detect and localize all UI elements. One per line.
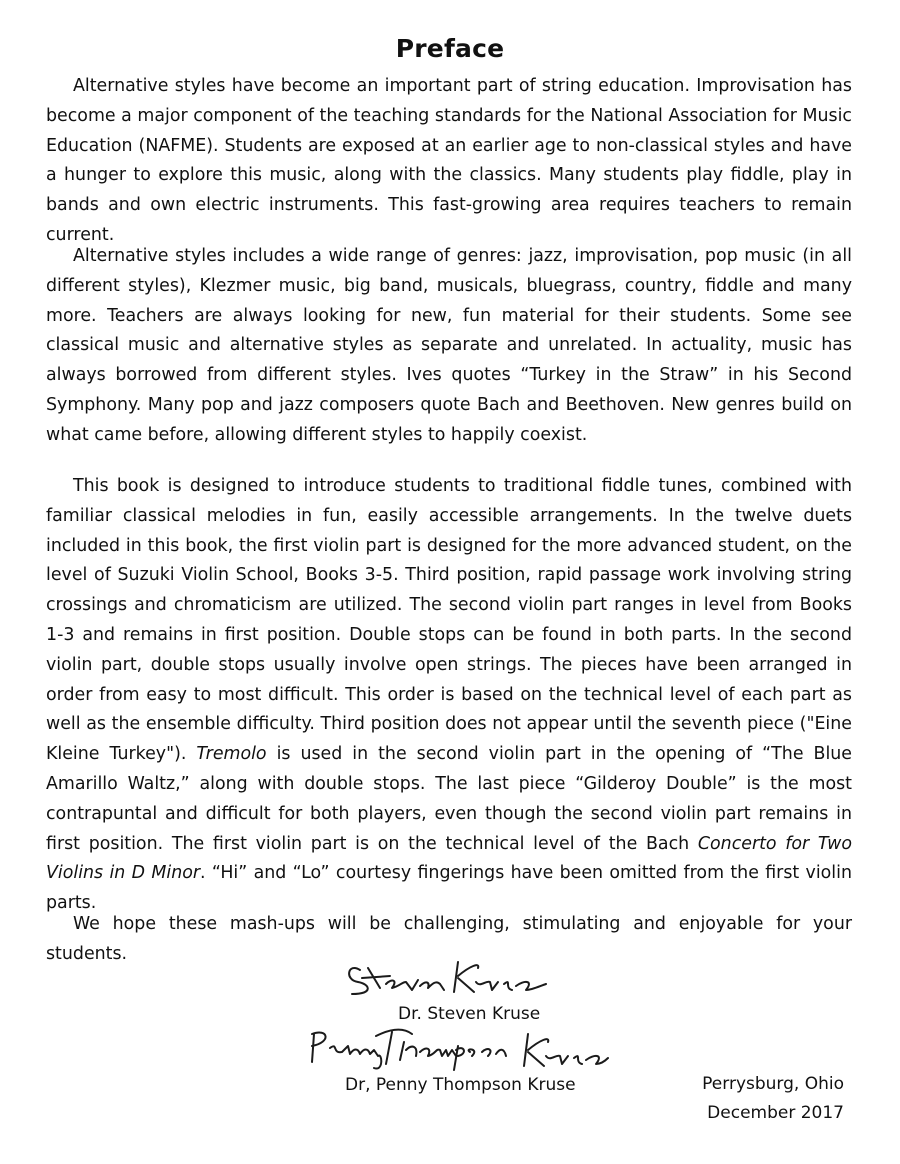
paragraph-4: We hope these mash-ups will be challenging, stimulating and enjoyable for your students.	[46, 914, 852, 964]
preface-date: December 2017	[707, 1103, 844, 1123]
paragraph-3-part-a: This book is designed to introduce students to traditional fiddle tunes, combined with familiar classical melodies in fun, easily accessible arrangements. In the twelve duets included in this book, the first violin part is designed for the more advanced student, on the level of Suzuki Violin School, Books 3-5. Third position, rapid passage work involving string crossings and chromaticism are utilized. The second violin part ranges in level from Books 1-3 and remains in first position. Double stops can be found in both parts. In the second violin part, double stops usually involve open strings. The pieces have been arranged in order from easy to most difficult. This order is based on the technical level of each part as well as the ensemble difficulty. Third position does not appear until the seventh piece ("Eine Kleine Turkey").	[46, 476, 852, 765]
paragraph-3	[46, 472, 852, 919]
penny-thompson-kruse-name: Dr, Penny Thompson Kruse	[345, 1075, 576, 1095]
paragraph-3-part-b: is used in the second violin part in the opening of “The Blue Amarillo Waltz,” along with double stops. The last piece “Gilderoy Double” is the most contrapuntal and difficult for both players, even though the second violin part remains in first position. The first violin part is on the technical level of the Bach	[46, 744, 852, 854]
location-date-block	[702, 1070, 844, 1128]
concerto-title: Concerto for Two Violins in D Minor	[46, 833, 852, 884]
paragraph-2: Alternative styles includes a wide range of genres: jazz, improvisation, pop music (in all different styles), Klezmer music, big band, musicals, bluegrass, country, fiddle and many more. Teachers are always looking for new, fun material for their students. Some see classical music and alternative styles as separate and unrelated. In actuality, music has always borrowed from different styles. Ives quotes “Turkey in the Straw” in his Second Symphony. Many pop and jazz composers quote Bach and Beethoven. New genres build on what came before, allowing different styles to happily coexist.	[46, 246, 852, 445]
paragraph-3-part-c: . “Hi” and “Lo” courtesy fingerings have been omitted from the first violin parts.	[46, 863, 852, 914]
signature-steven-kruse	[340, 950, 560, 1000]
signature-penny-thompson-kruse	[300, 1022, 610, 1074]
steven-kruse-name: Dr. Steven Kruse	[398, 1004, 541, 1024]
paragraph-1: Alternative styles have become an important part of string education. Improvisation has become a major component of the teaching standards for the National Association for Music Education (NAFME). Students are exposed at an earlier age to non-classical styles and have a hunger to explore this music, along with the classics. Many students play fiddle, play in bands and own electric instruments. This fast-growing area requires teachers to remain current.	[46, 76, 852, 245]
location-city: Perrysburg, Ohio	[702, 1074, 844, 1094]
page-title: Preface	[395, 34, 505, 63]
tremolo-term: Tremolo	[196, 744, 267, 765]
